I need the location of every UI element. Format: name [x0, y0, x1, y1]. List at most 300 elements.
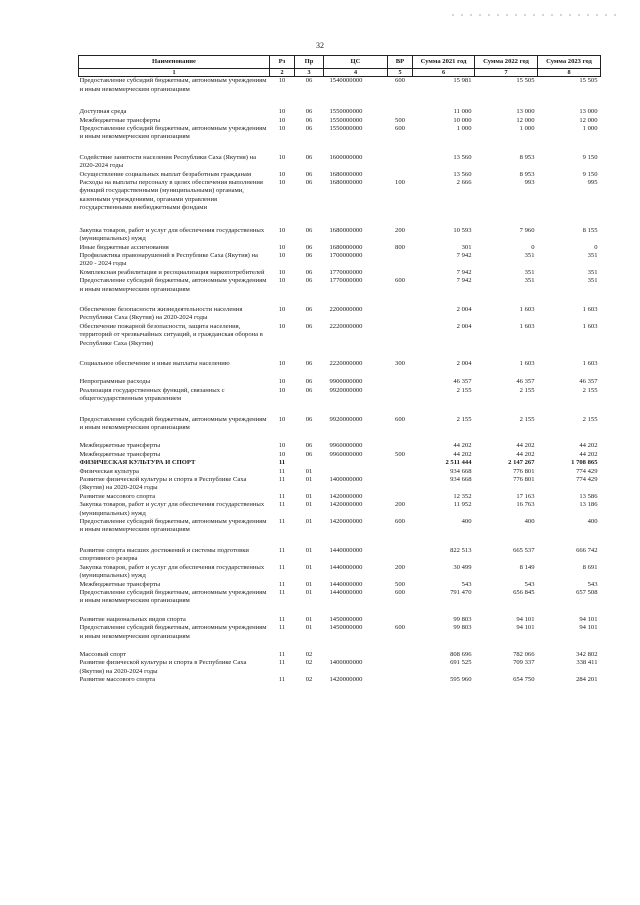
cell-rz: 11: [278, 492, 286, 500]
cell-vr: [388, 252, 413, 269]
cell-sum-2022: 2 155: [519, 415, 535, 423]
cell-name: Закупка товаров, работ и услуг для обеспечения государственных (муниципальных) нужд: [79, 501, 265, 517]
cell-vr: [388, 323, 413, 348]
cell-rz: 11: [278, 659, 286, 667]
cell-vr: [388, 493, 413, 501]
cell-sum-2022: 8 953: [519, 153, 535, 161]
cell-sum-2022: 776 801: [513, 476, 535, 484]
cell-sum-2021: 400: [461, 518, 472, 526]
cell-vr: 600: [395, 624, 405, 632]
cell-sum-2022: 94 101: [516, 615, 535, 623]
cell-sum-2021: 2 004: [456, 305, 472, 313]
cell-rz: 11: [278, 650, 286, 658]
cell-pr: 02: [305, 659, 313, 667]
header-number-row: [79, 69, 601, 77]
cell-vr: [388, 676, 413, 684]
cell-name: Развитие физической культуры и спорта в Республике Саха (Якутия) на 2020-2024 годы: [79, 476, 247, 492]
cell-name: Развитие национальных видов спорта: [79, 615, 186, 623]
cell-rz: 10: [278, 243, 286, 251]
cell-sum-2021: 2 004: [456, 322, 472, 330]
cell-name: Развитие массового спорта: [79, 676, 156, 684]
cell-pr: 06: [305, 243, 313, 251]
table-row: [79, 252, 601, 269]
cell-rz: 11: [278, 624, 286, 632]
cell-name: Предоставление субсидий бюджетным, автономным учреждениям и иным некоммерческим организациям: [79, 588, 267, 605]
table-row: [79, 108, 601, 116]
spacer-cell: [79, 213, 601, 227]
cell-rz: 11: [278, 588, 286, 596]
cell-sum-2022: 46 357: [516, 378, 535, 386]
cell-name: Комплексная реабилитация и ресоциализация наркопотребителей: [79, 268, 265, 276]
cell-cs: 1550000000: [329, 116, 363, 124]
cell-sum-2022: 7 960: [519, 226, 535, 234]
cell-name: Реализация государственных функций, связанных с общегосударственным управлением: [79, 386, 225, 403]
table-row: [79, 179, 601, 213]
cell-sum-2021: 2 004: [456, 359, 472, 367]
cell-sum-2023: 342 802: [576, 650, 598, 658]
cell-vr: [388, 547, 413, 564]
cell-sum-2023: 46 357: [579, 378, 598, 386]
cell-sum-2022: 2 155: [519, 386, 535, 394]
cell-rz: 10: [278, 77, 286, 85]
page-number: 32: [316, 41, 324, 50]
cell-vr: [388, 468, 413, 476]
cell-pr: 01: [305, 588, 313, 596]
cell-sum-2021: 543: [461, 580, 472, 588]
cell-sum-2023: 657 508: [576, 588, 598, 596]
cell-sum-2022: 1 603: [519, 322, 535, 330]
cell-name: Развитие физической культуры и спорта в Республике Саха (Якутия) на 2020-2024 годы: [79, 659, 247, 675]
cell-name: Предоставление субсидий бюджетным, автономным учреждениям и иным некоммерческим организациям: [79, 125, 267, 141]
cell-sum-2021: 301: [461, 243, 472, 251]
cell-name: Массовый спорт: [79, 650, 127, 658]
cell-vr: 200: [395, 226, 405, 234]
cell-pr: 01: [305, 476, 313, 484]
cell-cs: 1700000000: [329, 251, 363, 259]
cell-cs: 1550000000: [329, 108, 363, 116]
cell-cs: 2200000000: [329, 305, 363, 313]
cell-pr: 06: [305, 322, 313, 330]
cell-vr: 600: [395, 77, 405, 85]
cell-sum-2021: 10 593: [453, 226, 472, 234]
table-row: [79, 387, 601, 404]
cell-cs: [324, 468, 388, 476]
cell-pr: 01: [305, 467, 313, 475]
cell-sum-2023: 1 603: [582, 359, 598, 367]
cell-pr: 06: [305, 378, 313, 386]
col-number: 1: [79, 69, 270, 77]
row-spacer: [79, 368, 601, 378]
cell-pr: 06: [305, 305, 313, 313]
cell-sum-2023: 44 202: [579, 442, 598, 450]
table-row: [79, 564, 601, 581]
cell-sum-2022: 656 845: [513, 588, 535, 596]
cell-rz: 10: [278, 450, 286, 458]
cell-sum-2023: 13 000: [579, 108, 598, 116]
cell-sum-2022: 782 066: [513, 650, 535, 658]
cell-sum-2022: 776 801: [513, 467, 535, 475]
cell-cs: 1550000000: [329, 125, 363, 133]
cell-sum-2021: 2 511 444: [445, 459, 472, 467]
cell-sum-2023: 774 429: [576, 467, 598, 475]
cell-sum-2023: 13 586: [579, 492, 598, 500]
cell-sum-2023: 15 505: [579, 77, 598, 85]
col-number: 8: [538, 69, 601, 77]
cell-rz: 11: [278, 459, 286, 467]
cell-rz: 11: [278, 563, 286, 571]
cell-sum-2023: 8 155: [582, 226, 598, 234]
cell-pr: 06: [305, 442, 313, 450]
table-row: [79, 416, 601, 433]
cell-sum-2021: 10 000: [453, 116, 472, 124]
cell-sum-2023: 351: [587, 268, 598, 276]
cell-rz: 11: [278, 615, 286, 623]
table-row: [79, 589, 601, 606]
spacer-cell: [79, 142, 601, 154]
cell-name: Физическая культура: [79, 467, 139, 475]
cell-rz: 11: [278, 467, 286, 475]
cell-cs: 1680000000: [329, 243, 363, 251]
table-row: [79, 378, 601, 386]
cell-rz: 10: [278, 226, 286, 234]
cell-sum-2022: 665 537: [513, 546, 535, 554]
cell-pr: 06: [305, 251, 313, 259]
cell-name: Содействие занятости населения Республики Саха (Якутия) на 2020-2024 годы: [79, 153, 257, 170]
col-number: 5: [388, 69, 413, 77]
table-body: [79, 77, 601, 685]
cell-rz: 10: [278, 442, 286, 450]
table-row: [79, 277, 601, 294]
cell-cs: 9900000000: [329, 378, 363, 386]
cell-cs: 1420000000: [329, 518, 363, 526]
cell-sum-2022: 0: [531, 243, 535, 251]
cell-sum-2023: 351: [587, 277, 598, 285]
table-row: [79, 442, 601, 450]
cell-cs: 1540000000: [329, 77, 363, 85]
cell-sum-2022: 654 750: [513, 676, 535, 684]
cell-cs: 1440000000: [329, 563, 363, 571]
cell-name: Развитие спорта высших достижений и системы подготовки спортивного резерва: [79, 546, 249, 563]
cell-pr: 06: [305, 153, 313, 161]
cell-sum-2022: 13 000: [516, 108, 535, 116]
cell-pr: 06: [305, 359, 313, 367]
cell-sum-2021: 99 803: [453, 624, 472, 632]
col-header-pr: Пр: [295, 56, 324, 69]
cell-pr: [295, 459, 324, 467]
table-row: [79, 451, 601, 459]
cell-vr: 500: [395, 116, 405, 124]
cell-name: Расходы на выплаты персоналу в целях обеспечения выполнения функций государственными (муниципальными) органами, казенными учреждениями, органами управления государственными внебюджетными фондами: [79, 179, 263, 212]
spacer-cell: [79, 606, 601, 616]
cell-vr: 500: [395, 580, 405, 588]
cell-sum-2021: 46 357: [453, 378, 472, 386]
cell-sum-2021: 595 960: [450, 676, 472, 684]
cell-vr: 800: [395, 243, 405, 251]
cell-sum-2021: 934 668: [450, 476, 472, 484]
cell-pr: 01: [305, 624, 313, 632]
cell-vr: 200: [395, 563, 405, 571]
cell-rz: 10: [278, 277, 286, 285]
cell-cs: [324, 459, 388, 467]
cell-name: Обеспечение безопасности жизнедеятельности населения Республики Саха (Якутия) на 2020-2024 годы: [79, 305, 243, 322]
cell-pr: 02: [305, 676, 313, 684]
cell-sum-2023: 2 155: [582, 386, 598, 394]
cell-sum-2021: 791 470: [450, 588, 472, 596]
row-spacer: [79, 142, 601, 154]
spacer-cell: [79, 535, 601, 547]
cell-name: Иные бюджетные ассигнования: [79, 243, 169, 251]
cell-sum-2023: 774 429: [576, 476, 598, 484]
cell-sum-2021: 7 942: [456, 268, 472, 276]
cell-name: Закупка товаров, работ и услуг для обеспечения государственных (муниципальных) нужд: [79, 226, 265, 243]
cell-cs: 9920000000: [329, 386, 363, 394]
cell-sum-2023: 543: [587, 580, 598, 588]
table-row: [79, 459, 601, 467]
table-row: [79, 659, 601, 676]
table-row: [79, 360, 601, 368]
cell-pr: 06: [305, 226, 313, 234]
cell-sum-2022: 1 000: [519, 125, 535, 133]
cell-sum-2021: 1 000: [456, 125, 472, 133]
cell-sum-2022: 543: [524, 580, 535, 588]
cell-rz: 10: [278, 179, 286, 187]
cell-sum-2023: 94 101: [579, 624, 598, 632]
cell-cs: 1440000000: [329, 588, 363, 596]
budget-table: [78, 55, 601, 685]
col-number: 2: [270, 69, 295, 77]
cell-pr: 01: [305, 518, 313, 526]
cell-rz: 10: [278, 268, 286, 276]
row-spacer: [79, 535, 601, 547]
cell-sum-2023: 1 603: [582, 305, 598, 313]
cell-rz: 10: [278, 116, 286, 124]
table-row: [79, 117, 601, 125]
col-header-name: Наименование: [79, 56, 270, 69]
cell-sum-2023: 1 708 865: [571, 459, 598, 467]
col-header-rz: Рз: [270, 56, 295, 69]
cell-name: Развитие массового спорта: [79, 492, 156, 500]
table-row: [79, 468, 601, 476]
cell-sum-2021: 15 981: [453, 77, 472, 85]
cell-sum-2021: 2 666: [456, 179, 472, 187]
cell-pr: 01: [305, 492, 313, 500]
cell-vr: [388, 306, 413, 323]
cell-cs: 1680000000: [329, 226, 363, 234]
cell-vr: [388, 651, 413, 659]
cell-pr: 06: [305, 77, 313, 85]
cell-rz: 10: [278, 305, 286, 313]
cell-cs: 9960000000: [329, 442, 363, 450]
cell-sum-2023: 44 202: [579, 450, 598, 458]
cell-sum-2022: 8 149: [519, 563, 535, 571]
cell-pr: 01: [305, 546, 313, 554]
cell-rz: 11: [278, 518, 286, 526]
cell-cs: 1440000000: [329, 580, 363, 588]
cell-name: Межбюджетные трансферты: [79, 580, 161, 588]
cell-sum-2022: 2 147 267: [508, 459, 535, 467]
col-number: 3: [295, 69, 324, 77]
cell-cs: 1770000000: [329, 268, 363, 276]
table-row: [79, 77, 601, 94]
cell-pr: 06: [305, 415, 313, 423]
cell-name: Межбюджетные трансферты: [79, 450, 161, 458]
spacer-cell: [79, 368, 601, 378]
col-header-cs: ЦС: [324, 56, 388, 69]
cell-rz: 10: [278, 322, 286, 330]
cell-cs: 1420000000: [329, 676, 363, 684]
cell-sum-2021: 7 942: [456, 277, 472, 285]
cell-vr: 600: [395, 588, 405, 596]
cell-rz: 10: [278, 386, 286, 394]
table-row: [79, 244, 601, 252]
cell-sum-2022: 1 603: [519, 359, 535, 367]
spacer-cell: [79, 294, 601, 306]
cell-sum-2023: 995: [587, 179, 598, 187]
table-row: [79, 616, 601, 624]
cell-sum-2022: 709 337: [513, 659, 535, 667]
cell-vr: 300: [395, 359, 405, 367]
cell-rz: 10: [278, 108, 286, 116]
row-spacer: [79, 606, 601, 616]
row-spacer: [79, 641, 601, 651]
table-row: [79, 493, 601, 501]
col-header-2022: Сумма 2022 год: [475, 56, 538, 69]
cell-name: Социальное обеспечение и иные выплаты населению: [79, 359, 230, 367]
cell-name: Межбюджетные трансферты: [79, 442, 161, 450]
cell-sum-2022: 993: [524, 179, 535, 187]
cell-vr: 600: [395, 518, 405, 526]
cell-vr: [388, 171, 413, 179]
cell-sum-2023: 8 691: [582, 563, 598, 571]
cell-sum-2022: 15 505: [516, 77, 535, 85]
cell-rz: 10: [278, 153, 286, 161]
cell-pr: 06: [305, 450, 313, 458]
cell-pr: 01: [305, 580, 313, 588]
cell-rz: 11: [278, 676, 286, 684]
cell-sum-2023: 351: [587, 251, 598, 259]
cell-rz: 10: [278, 378, 286, 386]
cell-vr: 600: [395, 415, 405, 423]
spacer-cell: [79, 94, 601, 108]
cell-rz: 11: [278, 501, 286, 509]
cell-pr: 02: [305, 650, 313, 658]
header-row: [79, 56, 601, 69]
cell-sum-2023: 9 150: [582, 153, 598, 161]
cell-pr: 06: [305, 170, 313, 178]
row-spacer: [79, 348, 601, 360]
cell-cs: 9920000000: [329, 415, 363, 423]
cell-name: Осуществление социальных выплат безработным гражданам: [79, 170, 252, 178]
cell-sum-2023: 1 603: [582, 322, 598, 330]
cell-rz: 11: [278, 580, 286, 588]
table-row: [79, 125, 601, 142]
cell-vr: [388, 459, 413, 467]
cell-rz: 10: [278, 170, 286, 178]
cell-sum-2023: 12 000: [579, 116, 598, 124]
table-row: [79, 154, 601, 171]
cell-name: Межбюджетные трансферты: [79, 116, 161, 124]
cell-vr: 500: [395, 450, 405, 458]
cell-name: Закупка товаров, работ и услуг для обеспечения государственных (муниципальных) нужд: [79, 563, 265, 580]
cell-name: ФИЗИЧЕСКАЯ КУЛЬТУРА И СПОРТ: [79, 459, 196, 467]
cell-cs: 2220000000: [329, 322, 363, 330]
spacer-cell: [79, 432, 601, 442]
table-row: [79, 676, 601, 684]
cell-pr: 01: [305, 563, 313, 571]
cell-sum-2022: 351: [524, 277, 535, 285]
row-spacer: [79, 94, 601, 108]
cell-cs: 1680000000: [329, 179, 363, 187]
table-row: [79, 624, 601, 641]
cell-vr: 100: [395, 179, 405, 187]
cell-sum-2021: 2 155: [456, 386, 472, 394]
cell-sum-2021: 12 352: [453, 492, 472, 500]
cell-pr: 06: [305, 108, 313, 116]
col-number: 6: [413, 69, 475, 77]
cell-vr: [388, 269, 413, 277]
cell-vr: [388, 659, 413, 676]
cell-pr: 06: [305, 268, 313, 276]
cell-sum-2022: 1 603: [519, 305, 535, 313]
cell-vr: [388, 442, 413, 450]
cell-cs: 1770000000: [329, 277, 363, 285]
cell-sum-2022: 16 763: [516, 501, 535, 509]
cell-sum-2023: 2 155: [582, 415, 598, 423]
cell-cs: 1400000000: [329, 659, 363, 667]
cell-sum-2021: 13 560: [453, 170, 472, 178]
cell-cs: 1450000000: [329, 615, 363, 623]
cell-vr: 600: [395, 277, 405, 285]
cell-pr: 06: [305, 386, 313, 394]
scan-artifact: [452, 14, 622, 16]
cell-vr: [388, 387, 413, 404]
cell-rz: 10: [278, 251, 286, 259]
cell-cs: 1400000000: [329, 476, 363, 484]
cell-vr: [388, 378, 413, 386]
cell-pr: 06: [305, 277, 313, 285]
cell-cs: 9960000000: [329, 450, 363, 458]
cell-name: Предоставление субсидий бюджетным, автономным учреждениям и иным некоммерческим организациям: [79, 277, 267, 293]
cell-sum-2021: 11 952: [453, 501, 472, 509]
cell-name: Предоставление субсидий бюджетным, автономным учреждениям и иным некоммерческим организациям: [79, 415, 267, 431]
cell-sum-2023: 94 101: [579, 615, 598, 623]
col-header-2021: Сумма 2021 год: [413, 56, 475, 69]
cell-cs: 1440000000: [329, 546, 363, 554]
cell-vr: [388, 154, 413, 171]
cell-rz: 10: [278, 415, 286, 423]
cell-cs: 1600000000: [329, 153, 363, 161]
cell-name: Доступная среда: [79, 108, 127, 116]
cell-sum-2022: 17 163: [516, 492, 535, 500]
table-row: [79, 518, 601, 535]
cell-pr: 06: [305, 116, 313, 124]
spacer-cell: [79, 348, 601, 360]
row-spacer: [79, 432, 601, 442]
cell-sum-2022: 400: [524, 518, 535, 526]
cell-vr: [388, 476, 413, 493]
cell-sum-2022: 94 101: [516, 624, 535, 632]
cell-sum-2022: 44 202: [516, 442, 535, 450]
cell-sum-2021: 11 000: [453, 108, 472, 116]
table-row: [79, 501, 601, 518]
cell-sum-2021: 99 803: [453, 615, 472, 623]
row-spacer: [79, 294, 601, 306]
cell-name: Обеспечение пожарной безопасности, защита населения, территорий от чрезвычайных ситуаций, и гражданская оборона в Республике Саха (Якутия): [79, 322, 263, 347]
cell-sum-2023: 13 186: [579, 501, 598, 509]
cell-sum-2021: 691 525: [450, 659, 472, 667]
cell-sum-2022: 12 000: [516, 116, 535, 124]
cell-name: Профилактика правонарушений в Республике Саха (Якутия) на 2020 - 2024 годы: [79, 251, 258, 268]
